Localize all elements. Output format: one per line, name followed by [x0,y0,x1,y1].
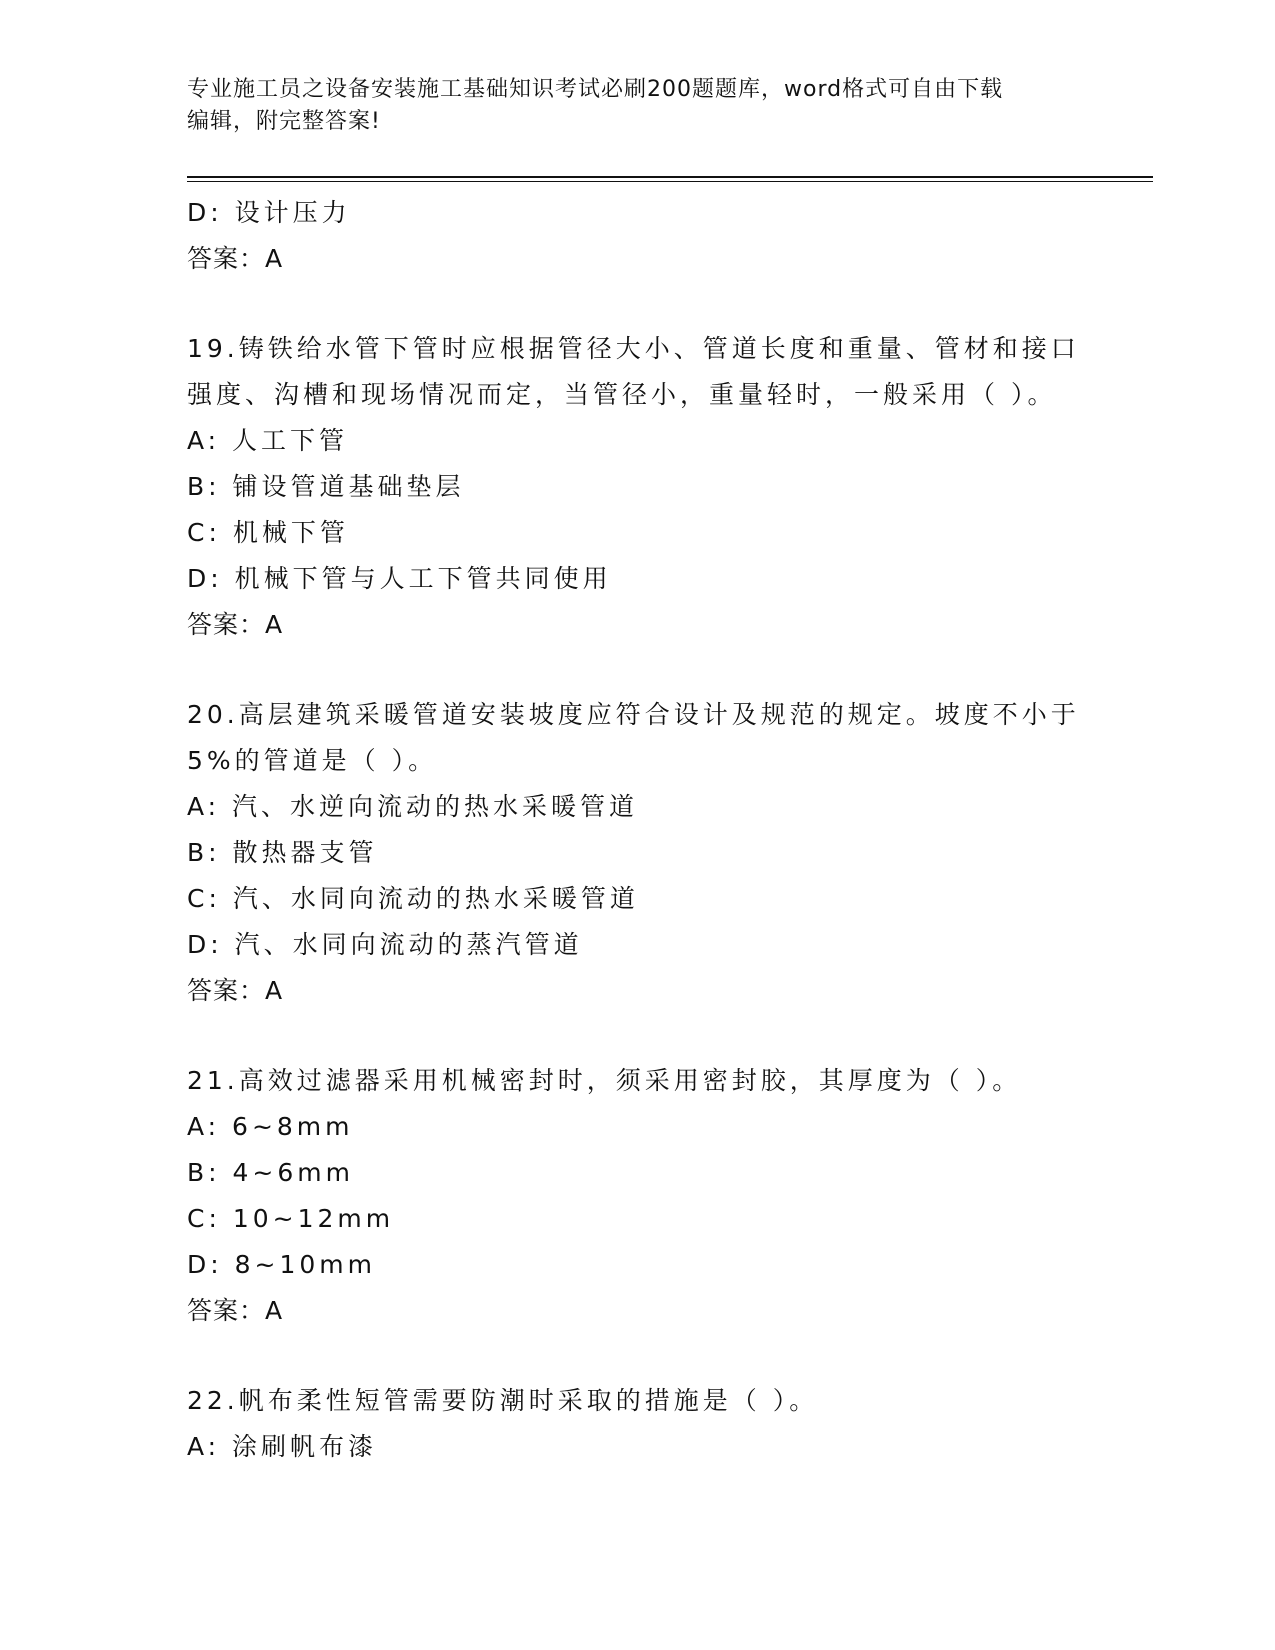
option-text: 8~10mm [234,1250,377,1279]
option-c [187,1196,1087,1242]
option-c [187,876,1087,922]
option-label: A: [187,792,221,821]
option-c [187,510,1087,556]
option-label: B: [187,1158,221,1187]
header-line-1: 专业施工员之设备安装施工基础知识考试必刷200题题库，word格式可自由下载 [187,77,1004,102]
option-d [187,190,1087,236]
answer-line: 答案：A [187,976,284,1005]
option-b [187,1150,1087,1196]
option-d [187,556,1087,602]
question-text-line-2: 5%的管道是（ ）。 [187,746,438,775]
option-text: 汽、水同向流动的蒸汽管道 [234,930,583,959]
option-b [187,464,1087,510]
question-block-21 [187,1058,1087,1334]
spacer [187,282,1087,326]
option-label: B: [187,838,221,867]
question-text-line-1: 20.高层建筑采暖管道安装坡度应符合设计及规范的规定。坡度不小于 [187,700,1080,729]
option-a [187,784,1087,830]
option-b [187,830,1087,876]
option-text: 铺设管道基础垫层 [232,472,465,501]
option-label: A: [187,1112,221,1141]
option-text: 4~6mm [232,1158,354,1187]
option-label: D: [187,1250,223,1279]
option-text: 机械下管 [232,518,349,547]
option-label: C: [187,884,221,913]
option-text: 涂刷帆布漆 [232,1432,378,1461]
option-a [187,418,1087,464]
spacer [187,1014,1087,1058]
question-block-22 [187,1378,1087,1470]
spacer [187,1334,1087,1378]
option-text: 汽、水逆向流动的热水采暖管道 [232,792,639,821]
option-d [187,922,1087,968]
option-label: C: [187,518,221,547]
question-content [187,190,1087,1470]
option-label: A: [187,1432,221,1461]
answer-line: 答案：A [187,1296,284,1325]
question-text-line-1: 19.铸铁给水管下管时应根据管径大小、管道长度和重量、管材和接口 [187,334,1080,363]
option-label: A: [187,426,221,455]
option-a [187,1424,1087,1470]
header-divider-thin [187,181,1153,182]
option-text: 人工下管 [232,426,349,455]
header-divider-thick [187,176,1153,178]
option-text: 散热器支管 [232,838,378,867]
answer-line: 答案：A [187,610,284,639]
option-text: 6~8mm [232,1112,354,1141]
question-block-20 [187,692,1087,1014]
option-text: 汽、水同向流动的热水采暖管道 [232,884,639,913]
option-a [187,1104,1087,1150]
answer-line: 答案：A [187,244,284,273]
option-label: D: [187,198,223,227]
option-label: B: [187,472,221,501]
header-line-2: 编辑，附完整答案! [187,109,381,134]
option-label: D: [187,930,223,959]
question-text-line-2: 强度、沟槽和现场情况而定，当管径小，重量轻时，一般采用（ ）。 [187,380,1057,409]
option-text: 10~12mm [232,1204,395,1233]
option-text: 设计压力 [234,198,351,227]
question-block-18 [187,190,1087,282]
document-header [187,74,1087,138]
question-block-19 [187,326,1087,648]
spacer [187,648,1087,692]
option-label: D: [187,564,223,593]
option-text: 机械下管与人工下管共同使用 [234,564,612,593]
option-label: C: [187,1204,221,1233]
option-d [187,1242,1087,1288]
question-text-line-1: 21.高效过滤器采用机械密封时，须采用密封胶，其厚度为（ ）。 [187,1066,1022,1095]
question-text-line-1: 22.帆布柔性短管需要防潮时采取的措施是（ ）。 [187,1386,819,1415]
